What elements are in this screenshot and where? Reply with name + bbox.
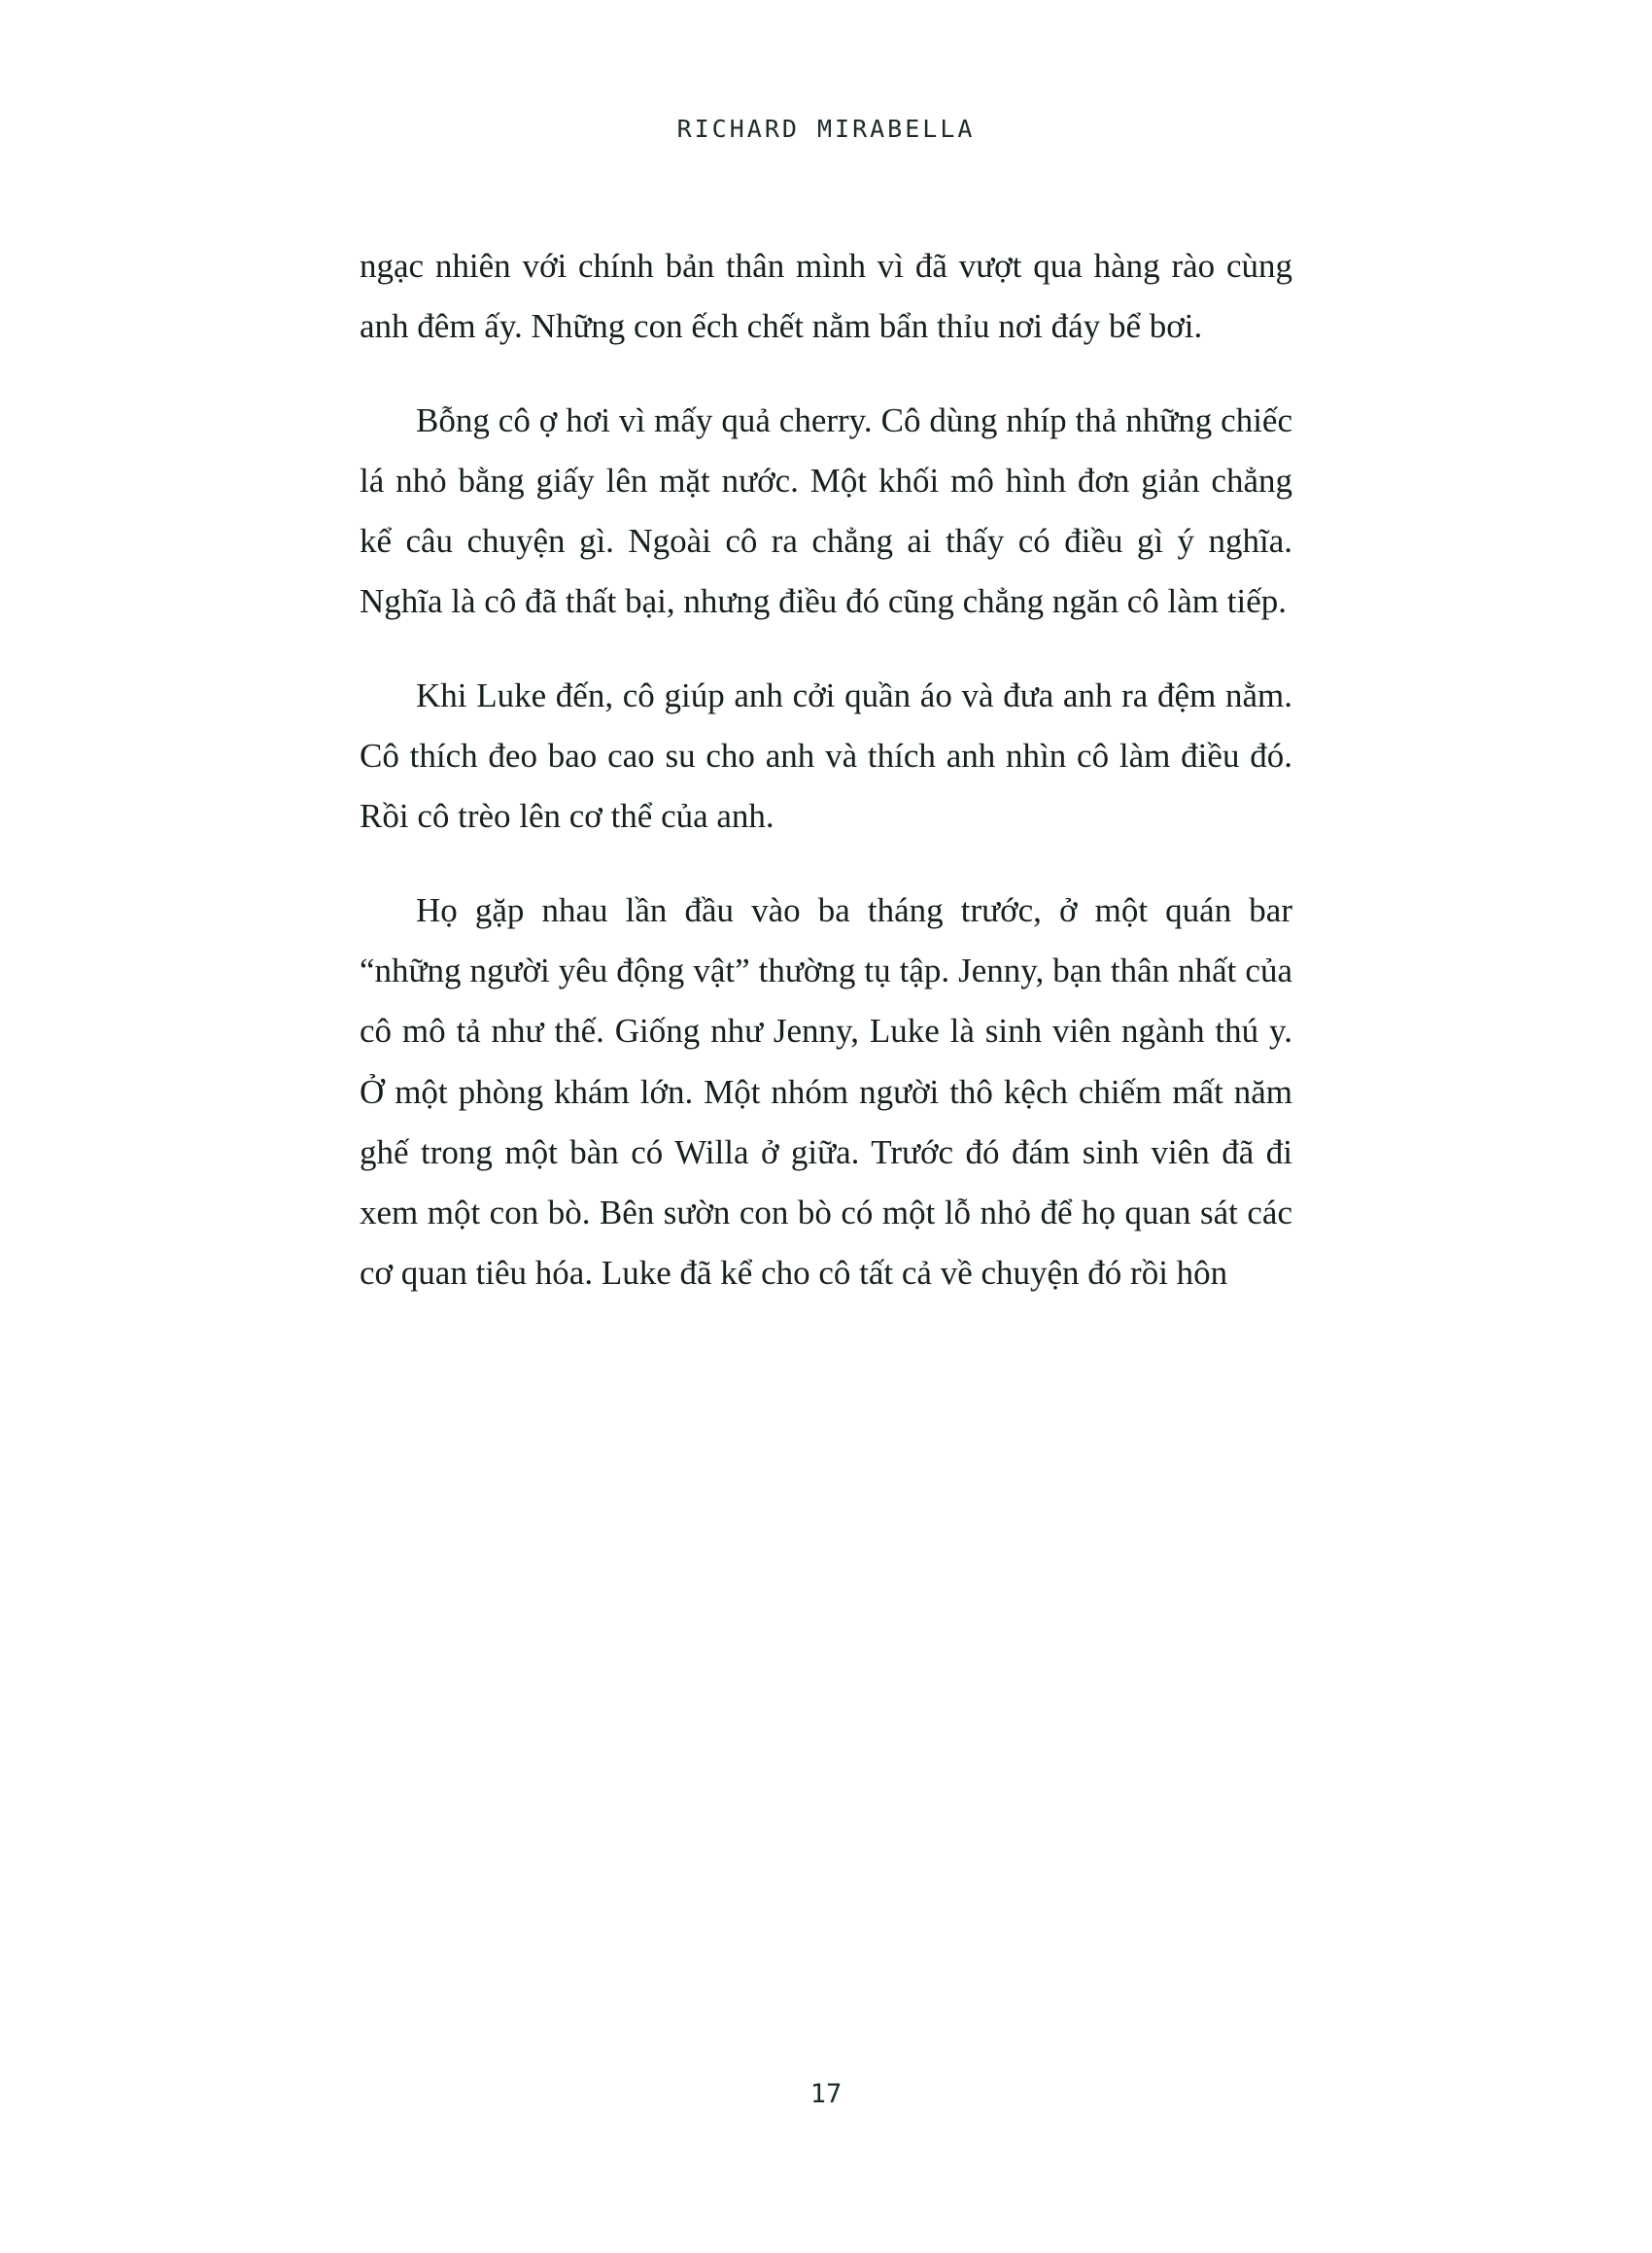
- paragraph: Bỗng cô ợ hơi vì mấy quả cherry. Cô dùng nhíp thả những chiếc lá nhỏ bằng giấy lên mặt nước. Một khối mô hình đơn giản chẳng kể câu chuyện gì. Ngoài cô ra chẳng ai thấy có điều gì ý nghĩa. Nghĩa là cô đã thất bại, nhưng điều đó cũng chẳng ngăn cô làm tiếp.: [360, 400, 1292, 621]
- page-number: 17: [809, 2079, 843, 2109]
- page-body: [360, 143, 1292, 1304]
- book-page: [0, 115, 1652, 2253]
- running-head: RICHARD MIRABELLA: [676, 115, 976, 143]
- paragraph: Họ gặp nhau lần đầu vào ba tháng trước, ở một quán bar “những người yêu động vật” thường tụ tập. Jenny, bạn thân nhất của cô mô tả như thế. Giống như Jenny, Luke là sinh viên ngành thú y. Ở một phòng khám lớn. Một nhóm người thô kệch chiếm mất năm ghế trong một bàn có Willa ở giữa. Trước đó đám sinh viên đã đi xem một con bò. Bên sườn con bò có một lỗ nhỏ để họ quan sát các cơ quan tiêu hóa. Luke đã kể cho cô tất cả về chuyện đó rồi hôn: [360, 890, 1292, 1293]
- paragraph: ngạc nhiên với chính bản thân mình vì đã vượt qua hàng rào cùng anh đêm ấy. Những con ếch chết nằm bẩn thỉu nơi đáy bể bơi.: [360, 247, 1292, 346]
- paragraph: Khi Luke đến, cô giúp anh cởi quần áo và đưa anh ra đệm nằm. Cô thích đeo bao cao su cho anh và thích anh nhìn cô làm điều đó. Rồi cô trèo lên cơ thể của anh.: [360, 676, 1292, 836]
